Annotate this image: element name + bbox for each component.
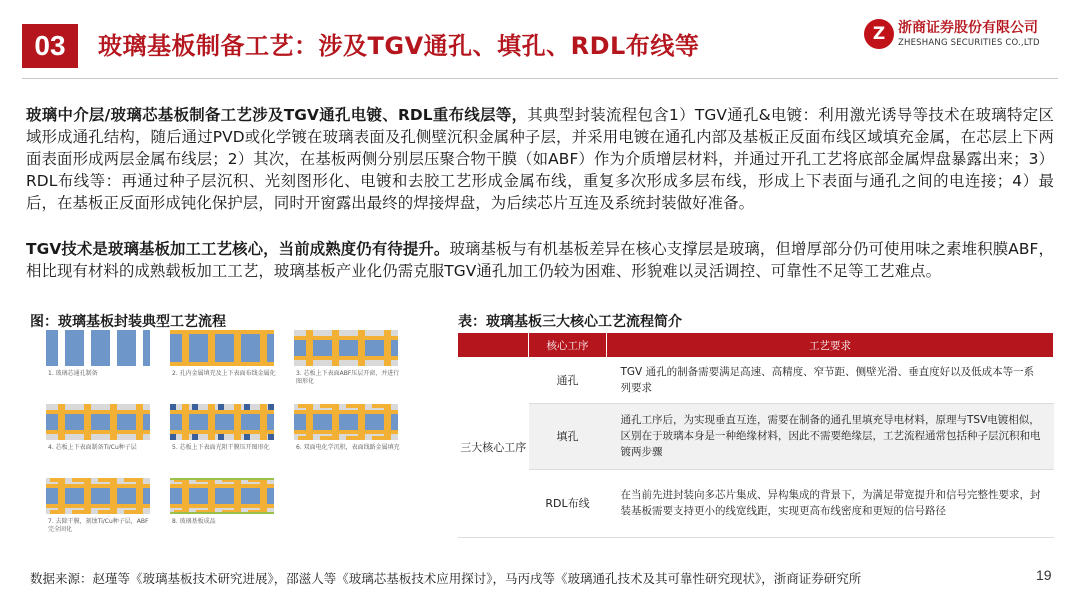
process-flow-figure bbox=[46, 330, 416, 558]
process-stage-caption: 2. 孔内金属填充及上下表面布线金属化 bbox=[172, 370, 276, 377]
company-name-en: ZHESHANG SECURITIES CO.,LTD bbox=[898, 38, 1040, 48]
table-caption: 表：玻璃基板三大核心工艺流程简介 bbox=[458, 314, 682, 330]
table-group-label: 三大核心工序 bbox=[458, 357, 529, 537]
paragraph-lead: TGV技术是玻璃基板加工工艺核心，当前成熟度仍有待提升。 bbox=[26, 240, 450, 258]
process-stage-image bbox=[46, 330, 150, 366]
table-cell-requirement: TGV 通孔的制备需要满足高速、高精度、窄节距、侧壁光滑、垂直度好以及低成本等一系列要求 bbox=[607, 357, 1054, 403]
process-stage-image bbox=[170, 404, 274, 440]
process-stage-image bbox=[46, 404, 150, 440]
slide-title: 玻璃基板制备工艺：涉及TGV通孔、填孔、RDL布线等 bbox=[98, 32, 700, 60]
core-process-table bbox=[458, 333, 1054, 538]
process-stage-image bbox=[294, 404, 398, 440]
process-stage-caption: 1. 玻璃芯通孔制备 bbox=[48, 370, 98, 377]
paragraph-body: 玻璃基板与有机基板差异在核心支撑层是玻璃，但增厚部分仍可使用味之素堆积膜ABF，相比现有材料的成熟载板加工工艺，玻璃基板产业化仍需克服TGV通孔加工仍较为困难、形貌难以灵活调控、可靠性不足等工艺难点。 bbox=[26, 240, 1054, 280]
table-cell-process: 通孔 bbox=[529, 357, 607, 403]
process-stage-image bbox=[294, 330, 398, 366]
paragraph-tgv-core bbox=[26, 238, 1054, 282]
company-name-cn: 浙商证券股份有限公司 bbox=[898, 20, 1038, 36]
process-stage-caption: 3. 芯板上下表面ABF压层开窗，并进行图形化 bbox=[296, 370, 400, 385]
company-logo-icon: Z bbox=[864, 19, 894, 49]
header-divider bbox=[22, 78, 1058, 79]
process-stage-image bbox=[170, 478, 274, 514]
process-stage-caption: 5. 芯板上下表面光阻干膜压开图形化 bbox=[172, 444, 270, 451]
paragraph-process-overview bbox=[26, 104, 1054, 214]
table-cell-process: 填孔 bbox=[529, 403, 607, 469]
section-number-badge: 03 bbox=[22, 24, 78, 68]
table-cell-requirement: 在当前先进封装向多芯片集成、异构集成的背景下，为满足带宽提升和信号完整性要求，封装基板需要支持更小的线宽线距，实现更高布线密度和更短的信号路径 bbox=[607, 469, 1054, 537]
table-cell-process: RDL布线 bbox=[529, 469, 607, 537]
process-stage-caption: 4. 芯板上下表面制备Ti/Cu种子层 bbox=[48, 444, 137, 451]
table-header-requirement: 工艺要求 bbox=[607, 333, 1054, 357]
paragraph-body: 其典型封装流程包含1）TGV通孔&电镀：利用激光诱导等技术在玻璃特定区域形成通孔结构，随后通过PVD或化学镀在玻璃表面及孔侧壁沉积金属种子层，并采用电镀在通孔内部及基板正反面布线区域填充金属，在芯层上下两面表面形成两层金属布线层；2）其次，在基板两侧分别层压聚合物干膜（如ABF）作为介质增层材料，并通过开孔工艺将底部金属焊盘暴露出来；3）RDL布线等：再通过种子层沉积、光刻图形化、电镀和去胶工艺形成金属布线，重复多次形成多层布线，形成上下表面与通孔之间的电连接；4）最后，在基板正反面形成钝化保护层，同时开窗露出最终的焊接焊盘，为后续芯片互连及系统封装做好准备。 bbox=[26, 106, 1054, 212]
page-number: 19 bbox=[1036, 567, 1052, 583]
process-stage-image bbox=[46, 478, 150, 514]
table-cell-requirement: 通孔工序后，为实现垂直互连，需要在制备的通孔里填充导电材料，原理与TSV电镀相似，区别在于玻璃本身是一种绝缘材料，因此不需要绝缘层，工艺流程通常包括种子层沉积和电镀两步骤 bbox=[607, 403, 1054, 469]
table-header-empty bbox=[458, 333, 529, 357]
table-header-process: 核心工序 bbox=[529, 333, 607, 357]
process-stage-caption: 8. 玻璃基板成品 bbox=[172, 518, 216, 525]
process-stage-caption: 6. 双面电化学沉积，表面线路金属填充 bbox=[296, 444, 400, 451]
data-source-note: 数据来源：赵瑾等《玻璃基板技术研究进展》，邵滋人等《玻璃芯基板技术应用探讨》，马丙戌等《玻璃通孔技术及其可靠性研究现状》，浙商证券研究所 bbox=[30, 571, 862, 586]
figure-caption: 图：玻璃基板封装典型工艺流程 bbox=[30, 314, 226, 330]
paragraph-lead: 玻璃中介层/玻璃芯基板制备工艺涉及TGV通孔电镀、RDL重布线层等， bbox=[26, 106, 528, 124]
process-stage-image bbox=[170, 330, 274, 366]
process-stage-caption: 7. 去除干膜，刻蚀Ti/Cu种子层，ABF完全固化 bbox=[48, 518, 149, 533]
